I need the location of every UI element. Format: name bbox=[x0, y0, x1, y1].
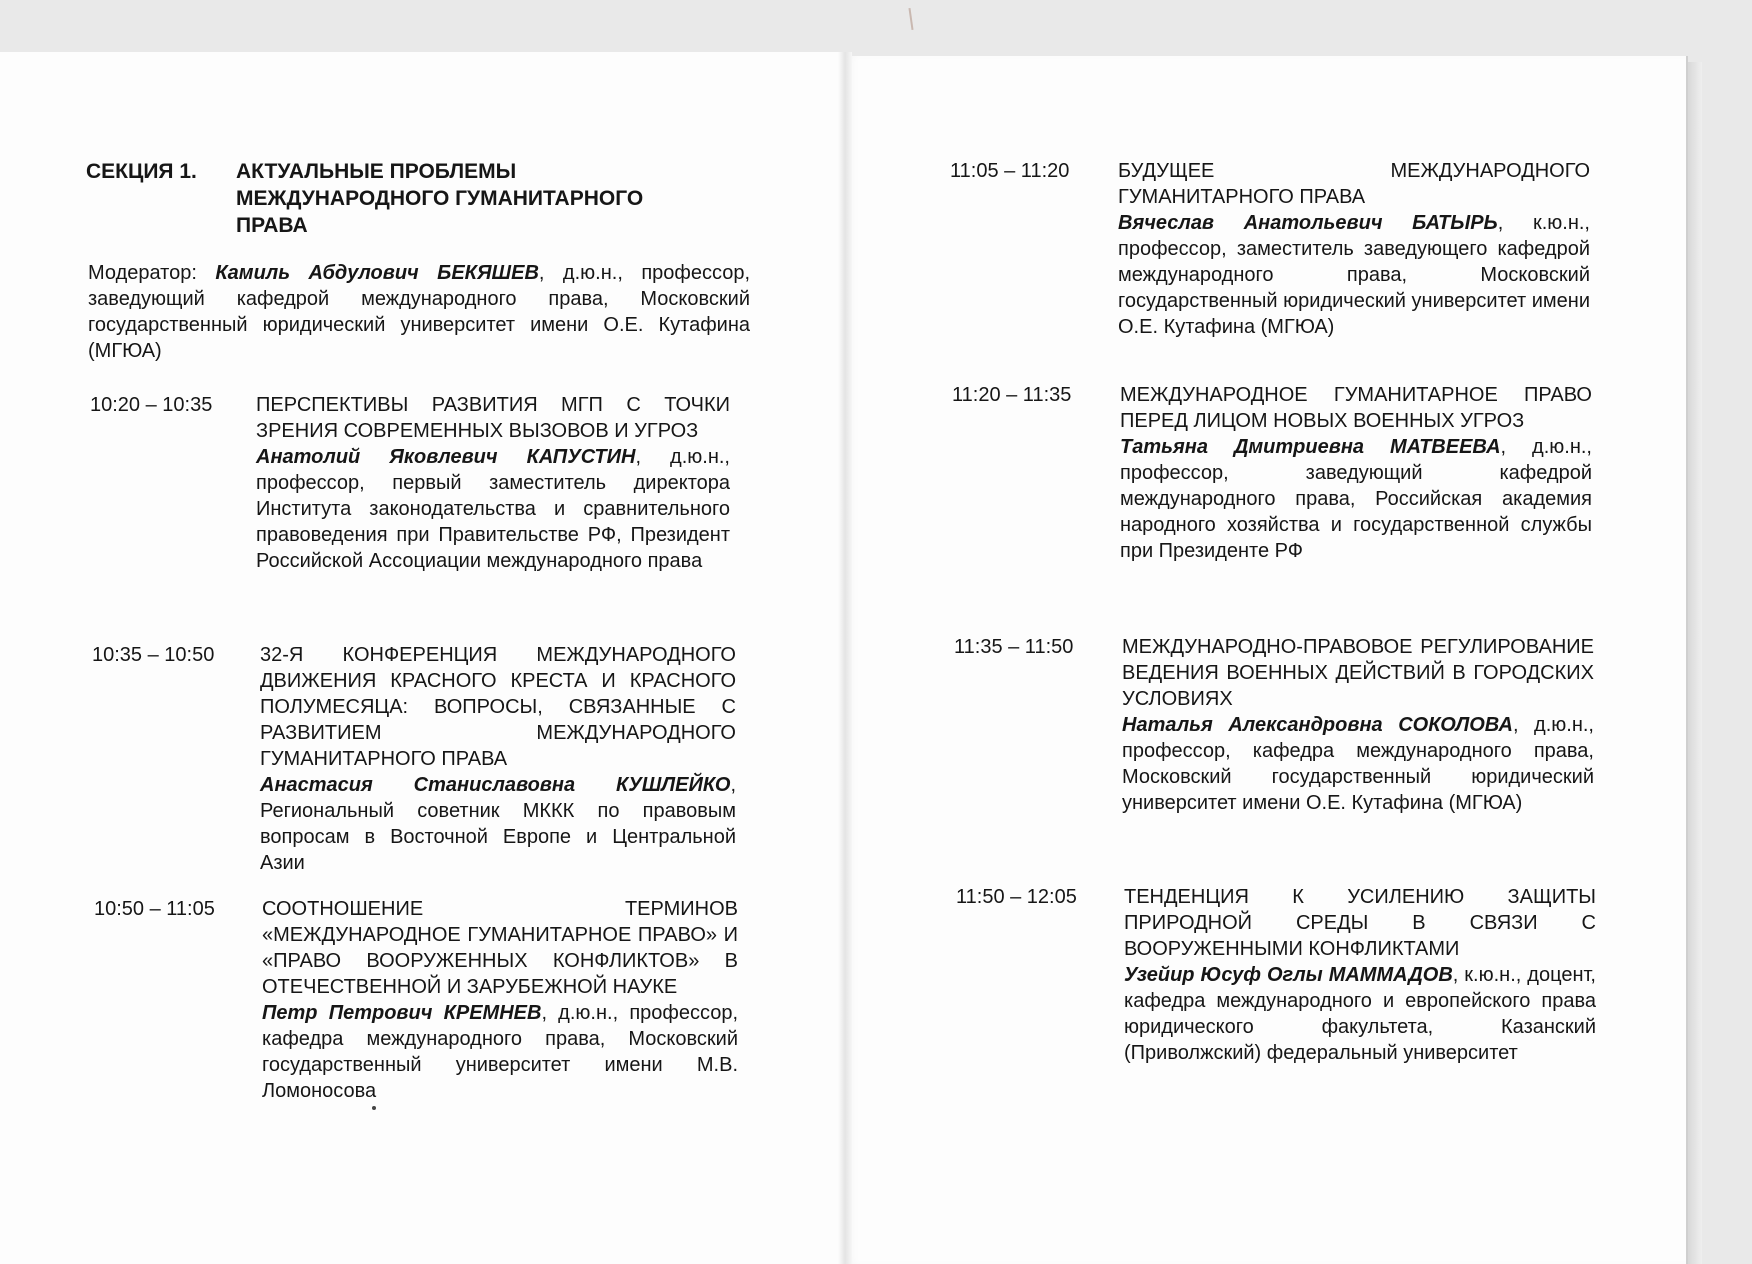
session-topic: СООТНОШЕНИЕ ТЕРМИНОВ «МЕЖДУНАРОДНОЕ ГУМАНИТАРНОЕ ПРАВО» И «ПРАВО ВООРУЖЕННЫХ КОНФЛИКТОВ» В ОТЕЧЕСТВЕННОЙ И ЗАРУБЕЖНОЙ НАУКЕ bbox=[262, 898, 738, 998]
session-topic: ТЕНДЕНЦИЯ К УСИЛЕНИЮ ЗАЩИТЫ ПРИРОДНОЙ СРЕДЫ В СВЯЗИ С ВООРУЖЕННЫМИ КОНФЛИКТАМИ bbox=[1124, 886, 1596, 960]
session-body bbox=[1124, 884, 1596, 1066]
session-time: 10:20 – 10:35 bbox=[90, 394, 213, 416]
session-time: 10:35 – 10:50 bbox=[92, 644, 215, 666]
page-edge bbox=[1688, 62, 1702, 1264]
section-number: СЕКЦИЯ 1. bbox=[86, 160, 197, 183]
session-body bbox=[260, 642, 736, 876]
speaker-details: , д.ю.н., профессор, кафедра международного права, Московский государственный юридический университет имени О.Е. Кутафина (МГЮА) bbox=[1122, 714, 1594, 814]
session-body bbox=[256, 392, 730, 574]
paper-speck bbox=[908, 8, 913, 30]
speaker-name: Вячеслав Анатольевич БАТЫРЬ bbox=[1118, 212, 1498, 234]
speaker-details: , д.ю.н., профессор, первый заместитель директора Института законодательства и сравнительного правоведения при Правительстве РФ, Президент Российской Ассоциации международного права bbox=[256, 446, 730, 572]
session-speaker-block bbox=[262, 1000, 738, 1104]
speaker-details: , д.ю.н., профессор, кафедра международного права, Московский государственный университет имени М.В. Ломоносова bbox=[262, 1002, 738, 1102]
section-heading bbox=[86, 158, 726, 239]
session-topic: МЕЖДУНАРОДНО-ПРАВОВОЕ РЕГУЛИРОВАНИЕ ВЕДЕНИЯ ВОЕННЫХ ДЕЙСТВИЙ В ГОРОДСКИХ УСЛОВИЯХ bbox=[1122, 636, 1594, 710]
moderator-name: Камиль Абдулович БЕКЯШЕВ bbox=[215, 262, 539, 284]
section-title: АКТУАЛЬНЫЕ ПРОБЛЕМЫ МЕЖДУНАРОДНОГО ГУМАНИТАРНОГО ПРАВА bbox=[236, 160, 644, 237]
session-speaker-block bbox=[1118, 210, 1590, 340]
speaker-details: , к.ю.н., профессор, заместитель заведующего кафедрой международного права, Московский государственный юридический университет имени О.Е. Кутафина (МГЮА) bbox=[1118, 212, 1590, 338]
moderator-details: , д.ю.н., профессор, заведующий кафедрой международного права, Московский государственный юридический университет имени О.Е. Кутафина (МГЮА) bbox=[88, 262, 751, 362]
session-speaker-block bbox=[260, 772, 736, 876]
session-time: 11:05 – 11:20 bbox=[950, 160, 1070, 182]
session-body bbox=[1118, 158, 1590, 340]
moderator-info bbox=[88, 260, 750, 364]
speaker-name: Татьяна Дмитриевна МАТВЕЕВА bbox=[1120, 436, 1501, 458]
session-time: 11:50 – 12:05 bbox=[956, 886, 1077, 908]
page-gutter bbox=[838, 52, 852, 1264]
session-speaker-block bbox=[1120, 434, 1592, 564]
session-speaker-block bbox=[256, 444, 730, 574]
speaker-name: Анастасия Станиславовна КУШЛЕЙКО bbox=[260, 774, 731, 796]
speaker-name: Наталья Александровна СОКОЛОВА bbox=[1122, 714, 1513, 736]
session-body bbox=[262, 896, 738, 1104]
moderator-label: Модератор: bbox=[88, 262, 197, 284]
session-time: 11:35 – 11:50 bbox=[954, 636, 1074, 658]
speaker-details: , Региональный советник МККК по правовым вопросам в Восточной Европе и Центральной Азии bbox=[260, 774, 736, 874]
session-speaker-block bbox=[1124, 962, 1596, 1066]
session-speaker-block bbox=[1122, 712, 1594, 816]
speaker-details: , д.ю.н., профессор, заведующий кафедрой международного права, Российская академия народного хозяйства и государственной службы при Президенте РФ bbox=[1120, 436, 1592, 562]
session-topic: ПЕРСПЕКТИВЫ РАЗВИТИЯ МГП С ТОЧКИ ЗРЕНИЯ СОВРЕМЕННЫХ ВЫЗОВОВ И УГРОЗ bbox=[256, 394, 730, 442]
session-time: 11:20 – 11:35 bbox=[952, 384, 1072, 406]
speaker-name: Петр Петрович КРЕМНЕВ bbox=[262, 1002, 542, 1024]
session-topic: 32-Я КОНФЕРЕНЦИЯ МЕЖДУНАРОДНОГО ДВИЖЕНИЯ КРАСНОГО КРЕСТА И КРАСНОГО ПОЛУМЕСЯЦА: ВОПРОСЫ, СВЯЗАННЫЕ С РАЗВИТИЕМ МЕЖДУНАРОДНОГО ГУМАНИТАРНОГО ПРАВА bbox=[260, 644, 736, 770]
speaker-name: Анатолий Яковлевич КАПУСТИН bbox=[256, 446, 636, 468]
session-body bbox=[1120, 382, 1592, 564]
session-body bbox=[1122, 634, 1594, 816]
session-topic: БУДУЩЕЕ МЕЖДУНАРОДНОГО ГУМАНИТАРНОГО ПРАВА bbox=[1118, 160, 1590, 208]
speaker-details: , к.ю.н., доцент, кафедра международного и европейского права юридического факультета, Казанский (Приволжский) федеральный университет bbox=[1124, 964, 1596, 1064]
ink-dot bbox=[372, 1106, 376, 1110]
session-time: 10:50 – 11:05 bbox=[94, 898, 215, 920]
speaker-name: Узейир Юсуф Оглы МАММАДОВ bbox=[1124, 964, 1453, 986]
session-topic: МЕЖДУНАРОДНОЕ ГУМАНИТАРНОЕ ПРАВО ПЕРЕД ЛИЦОМ НОВЫХ ВОЕННЫХ УГРОЗ bbox=[1120, 384, 1592, 432]
